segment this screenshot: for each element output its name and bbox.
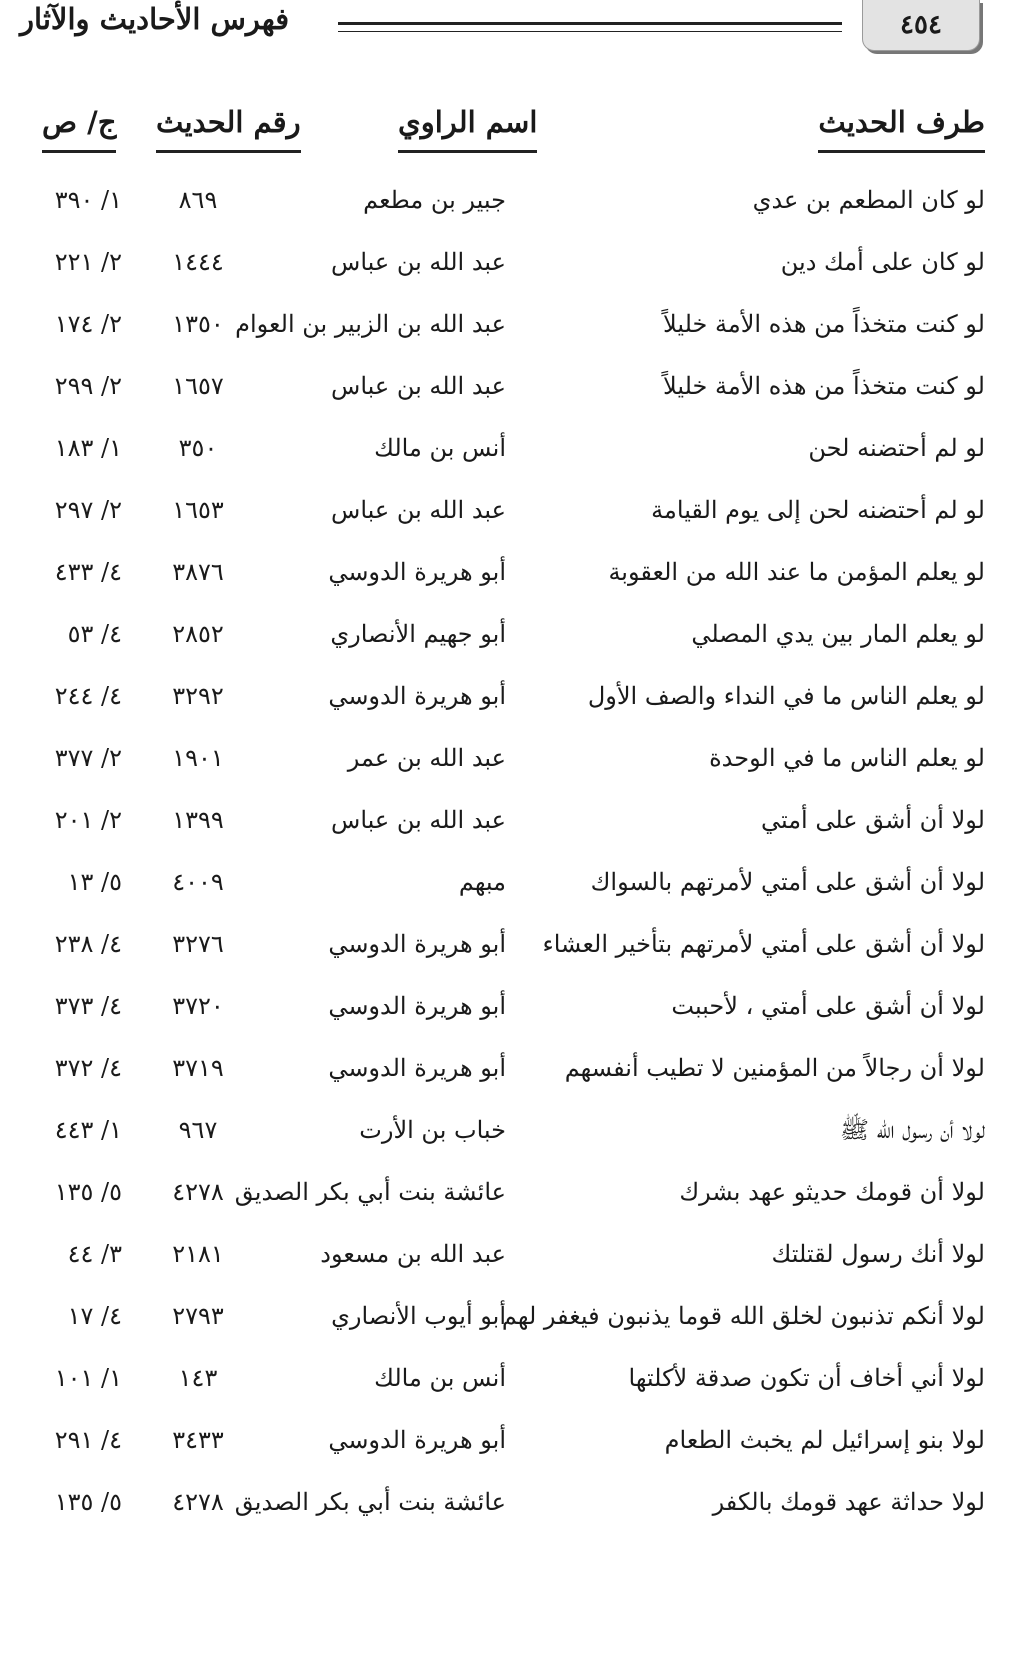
table-row xyxy=(0,360,1010,422)
hadith-start-cell: لو يعلم المار بين يدي المصلي xyxy=(691,620,985,648)
volume-page-cell: ٢/ ٢٩٩ xyxy=(54,372,122,400)
volume-page-cell: ٥/ ١٣٥ xyxy=(54,1178,122,1206)
table-row xyxy=(0,732,1010,794)
volume-page-cell: ٤/ ٢٣٨ xyxy=(54,930,122,958)
hadith-start-cell: لو لم أحتضنه لحن إلى يوم القيامة xyxy=(651,496,985,524)
hadith-start-cell: لو يعلم الناس ما في النداء والصف الأول xyxy=(587,682,985,710)
running-title: فهرس الأحاديث والآثار xyxy=(20,2,290,36)
table-row xyxy=(0,1352,1010,1414)
narrator-cell: أبو هريرة الدوسي xyxy=(328,992,506,1020)
header-rule-thick xyxy=(338,22,842,25)
hadith-number-cell: ٤٠٠٩ xyxy=(172,868,224,896)
hadith-start-cell: لو يعلم الناس ما في الوحدة xyxy=(709,744,985,772)
hadith-start-cell: لو كان المطعم بن عدي xyxy=(752,186,985,214)
volume-page-cell: ٤/ ١٧ xyxy=(67,1302,122,1330)
narrator-cell: أبو هريرة الدوسي xyxy=(328,1054,506,1082)
hadith-start-cell: لو كنت متخذاً من هذه الأمة خليلاً xyxy=(663,372,985,400)
header-rule-thin xyxy=(338,31,842,32)
volume-page-cell: ١/ ١٠١ xyxy=(54,1364,122,1392)
narrator-cell: عبد الله بن عباس xyxy=(331,372,506,400)
volume-page-cell: ٢/ ٢٩٧ xyxy=(54,496,122,524)
table-row xyxy=(0,1290,1010,1352)
hadith-number-cell: ٣٧٢٠ xyxy=(172,992,224,1020)
hadith-number-cell: ٣٤٣٣ xyxy=(172,1426,224,1454)
narrator-cell: عائشة بنت أبي بكر الصديق xyxy=(234,1488,506,1516)
volume-page-cell: ٢/ ٢٢١ xyxy=(54,248,122,276)
table-row xyxy=(0,794,1010,856)
hadith-start-cell: لولا أن أشق على أمتي لأمرتهم بالسواك xyxy=(590,868,985,896)
hadith-start-cell: لولا بنو إسرائيل لم يخبث الطعام xyxy=(664,1426,985,1454)
hadith-start-cell: لو لم أحتضنه لحن xyxy=(808,434,985,462)
narrator-cell: مبهم xyxy=(458,868,506,896)
volume-page-cell: ٤/ ٢٤٤ xyxy=(54,682,122,710)
narrator-cell: عبد الله بن عباس xyxy=(331,248,506,276)
volume-page-cell: ٤/ ٣٧٣ xyxy=(54,992,122,1020)
narrator-cell: عبد الله بن عباس xyxy=(331,496,506,524)
narrator-cell: أبو أيوب الأنصاري xyxy=(331,1302,506,1330)
table-row xyxy=(0,236,1010,298)
column-header-narrator: اسم الراوي xyxy=(398,100,537,153)
column-header-hadith-start: طرف الحديث xyxy=(818,100,985,153)
table-row xyxy=(0,1228,1010,1290)
hadith-start-cell: لولا أن أشق على أمتي xyxy=(760,806,985,834)
hadith-number-cell: ١٤٣ xyxy=(178,1364,218,1392)
narrator-cell: عبد الله بن عمر xyxy=(347,744,506,772)
hadith-start-cell: لولا أني أخاف أن تكون صدقة لأكلتها xyxy=(628,1364,985,1392)
hadith-number-cell: ٢٨٥٢ xyxy=(172,620,224,648)
hadith-number-cell: ١٣٥٠ xyxy=(172,310,224,338)
narrator-cell: أنس بن مالك xyxy=(374,1364,506,1392)
table-row xyxy=(0,1166,1010,1228)
table-row xyxy=(0,174,1010,236)
volume-page-cell: ٤/ ٢٩١ xyxy=(54,1426,122,1454)
table-row xyxy=(0,546,1010,608)
volume-page-cell: ٤/ ٥٣ xyxy=(67,620,122,648)
hadith-number-cell: ٤٢٧٨ xyxy=(172,1178,224,1206)
table-row xyxy=(0,608,1010,670)
volume-page-cell: ١/ ١٨٣ xyxy=(54,434,122,462)
hadith-number-cell: ٣٢٩٢ xyxy=(172,682,224,710)
hadith-start-cell: لو يعلم المؤمن ما عند الله من العقوبة xyxy=(608,558,985,586)
table-row xyxy=(0,1104,1010,1166)
volume-page-cell: ٢/ ٢٠١ xyxy=(54,806,122,834)
narrator-cell: عائشة بنت أبي بكر الصديق xyxy=(234,1178,506,1206)
index-table xyxy=(0,174,1010,1538)
hadith-start-cell: لولا أن أشق على أمتي ، لأحببت xyxy=(671,992,985,1020)
hadith-number-cell: ١٩٠١ xyxy=(172,744,224,772)
hadith-start-cell: لولا أن رسول الله ﷺ xyxy=(839,1116,985,1144)
narrator-cell: أنس بن مالك xyxy=(374,434,506,462)
narrator-cell: أبو هريرة الدوسي xyxy=(328,682,506,710)
narrator-cell: عبد الله بن الزبير بن العوام xyxy=(235,310,506,338)
table-row xyxy=(0,422,1010,484)
hadith-start-cell: لولا أن رجالاً من المؤمنين لا تطيب أنفسهم xyxy=(564,1054,985,1082)
hadith-start-cell: لولا حداثة عهد قومك بالكفر xyxy=(712,1488,985,1516)
table-row xyxy=(0,918,1010,980)
hadith-number-cell: ٢٧٩٣ xyxy=(172,1302,224,1330)
table-row xyxy=(0,856,1010,918)
volume-page-cell: ٥/ ١٣٥ xyxy=(54,1488,122,1516)
volume-page-cell: ٢/ ١٧٤ xyxy=(54,310,122,338)
hadith-start-cell: لو كان على أمك دين xyxy=(780,248,985,276)
volume-page-cell: ٣/ ٤٤ xyxy=(67,1240,122,1268)
narrator-cell: أبو هريرة الدوسي xyxy=(328,930,506,958)
volume-page-cell: ١/ ٣٩٠ xyxy=(54,186,122,214)
hadith-number-cell: ١٦٥٧ xyxy=(172,372,224,400)
hadith-number-cell: ١٦٥٣ xyxy=(172,496,224,524)
hadith-number-cell: ٤٢٧٨ xyxy=(172,1488,224,1516)
narrator-cell: أبو هريرة الدوسي xyxy=(328,1426,506,1454)
hadith-start-cell: لولا أن قومك حديثو عهد بشرك xyxy=(679,1178,985,1206)
volume-page-cell: ٢/ ٣٧٧ xyxy=(54,744,122,772)
hadith-number-cell: ٣٥٠ xyxy=(178,434,218,462)
hadith-number-cell: ٣٢٧٦ xyxy=(172,930,224,958)
narrator-cell: عبد الله بن عباس xyxy=(331,806,506,834)
table-row xyxy=(0,298,1010,360)
column-header-hadith-number: رقم الحديث xyxy=(156,100,301,153)
narrator-cell: خباب بن الأرت xyxy=(359,1116,506,1144)
hadith-number-cell: ٣٧١٩ xyxy=(172,1054,224,1082)
volume-page-cell: ١/ ٤٤٣ xyxy=(54,1116,122,1144)
hadith-number-cell: ١٣٩٩ xyxy=(172,806,224,834)
table-row xyxy=(0,1414,1010,1476)
volume-page-cell: ٥/ ١٣ xyxy=(67,868,122,896)
table-row xyxy=(0,1042,1010,1104)
page-number-text: ٤٥٤ xyxy=(900,10,942,40)
hadith-number-cell: ٢١٨١ xyxy=(172,1240,224,1268)
hadith-number-cell: ٨٦٩ xyxy=(178,186,218,214)
hadith-start-cell: لولا أنك رسول لقتلتك xyxy=(771,1240,985,1268)
narrator-cell: أبو هريرة الدوسي xyxy=(328,558,506,586)
narrator-cell: أبو جهيم الأنصاري xyxy=(330,620,506,648)
narrator-cell: جبير بن مطعم xyxy=(363,186,506,214)
hadith-start-cell: لو كنت متخذاً من هذه الأمة خليلاً xyxy=(663,310,985,338)
hadith-number-cell: ١٤٤٤ xyxy=(172,248,224,276)
hadith-start-cell: لولا أنكم تذنبون لخلق الله قوما يذنبون فيغفر لهم xyxy=(501,1302,985,1330)
column-header-volume-page: ج/ ص xyxy=(42,100,116,153)
volume-page-cell: ٤/ ٤٣٣ xyxy=(54,558,122,586)
table-row xyxy=(0,670,1010,732)
hadith-start-cell: لولا أن أشق على أمتي لأمرتهم بتأخير العشاء xyxy=(542,930,985,958)
table-row xyxy=(0,484,1010,546)
table-row xyxy=(0,980,1010,1042)
table-row xyxy=(0,1476,1010,1538)
page-number xyxy=(862,0,980,51)
hadith-number-cell: ٣٨٧٦ xyxy=(172,558,224,586)
hadith-number-cell: ٩٦٧ xyxy=(178,1116,218,1144)
volume-page-cell: ٤/ ٣٧٢ xyxy=(54,1054,122,1082)
narrator-cell: عبد الله بن مسعود xyxy=(320,1240,506,1268)
